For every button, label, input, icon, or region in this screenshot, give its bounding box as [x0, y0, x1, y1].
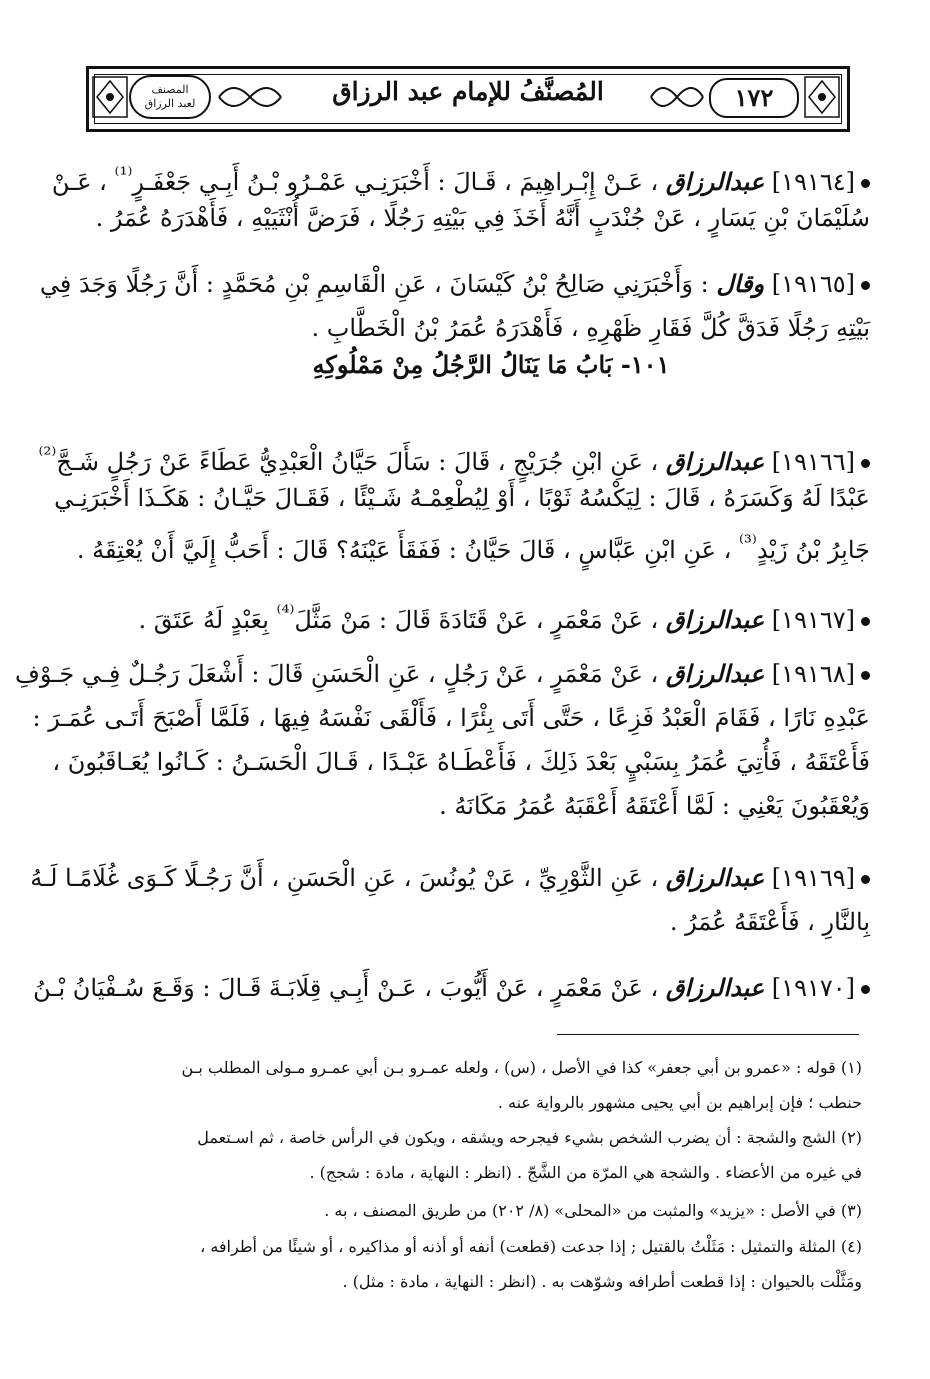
footnote-line: (١) قوله : «عمرو بن أبي جعفر» كذا في الأصل ، (س) ، ولعله عمـرو بـن أبي عمـرو مـولى المطلب بـن — [181, 1058, 862, 1077]
footnote-ref: ⁽²⁾ — [38, 442, 57, 466]
running-header — [86, 66, 850, 132]
hadith-entry — [30, 856, 870, 944]
entry-number: [١٩١٦٤] — [764, 168, 855, 196]
bullet-icon — [861, 179, 870, 188]
bullet-icon — [861, 459, 870, 468]
text-line — [112, 590, 870, 634]
page-number: ١٧٢ — [709, 78, 799, 118]
hadith-entry — [39, 262, 870, 350]
text-line — [33, 966, 870, 1010]
text-line — [76, 520, 870, 564]
footnote-line: (٣) في الأصل : «يزيد» والمثبت من «المحلى» (٨/ ٢٠٢) من طريق المصنف ، به . — [324, 1201, 862, 1220]
hadith-entry — [15, 652, 870, 828]
footnote-ref: ⁽⁴⁾ — [276, 600, 295, 624]
ornament-left-icon — [91, 75, 129, 119]
entry-number: [١٩١٦٥] — [764, 270, 855, 298]
text-line: بِالنَّارِ ، فَأَعْتَقَهُ عُمَرُ . — [669, 908, 870, 936]
ornament-mid-right-icon — [647, 75, 707, 119]
hadith-entry — [38, 432, 870, 564]
author-seal — [129, 75, 211, 119]
footnote-line: ومَثَّلْت بالحيوان : إذا قطعت أطرافه وشوّهت به . (انظر : النهاية ، مادة : مثل) . — [342, 1272, 862, 1291]
text-line: فَأَعْتَقَهُ ، فَأُتِيَ عُمَرُ بِسَبْيٍ بَعْدَ ذَلِكَ ، فَأَعْطَـاهُ عَبْـدًا ، قَـالَ الْحَسَـنُ : كَـانُوا يُعَـاقَبُونَ ، — [52, 748, 870, 776]
text-segment: ، عَنْ مَعْمَرٍ ، عَنْ أَيُّوبَ ، عَـنْ أَبِـي قِلَابَـةَ قَـالَ : وَقَـعَ سُـفْيَانُ بْـنُ — [33, 974, 666, 1002]
footnote-ref: ⁽¹⁾ — [114, 162, 133, 186]
entry-number: [١٩١٦٧] — [764, 606, 855, 634]
text-segment: بِعَبْدٍ لَهُ عَتَقَ . — [138, 606, 277, 634]
bullet-icon — [861, 671, 870, 680]
footnote-line: حنطب ؛ فإن إبراهيم بن أبي يحيى مشهور بالرواية عنه . — [497, 1093, 862, 1112]
hadith-entry — [51, 152, 870, 240]
bullet-icon — [861, 617, 870, 626]
bullet-icon — [861, 985, 870, 994]
text-line: عَبْدِهِ نَارًا ، فَقَامَ الْعَبْدُ فَزِعًا ، حَتَّى أَتَى بِئْرًا ، فَأَلْقَى نَفْسَهُ فِيهَا ، فَلَمَّا أَصْبَحَ أَتَـى عُمَـرَ : — [32, 704, 870, 732]
text-segment: ، عَنْ مَعْمَرٍ ، عَنْ قَتَادَةَ قَالَ : مَنْ مَثَّلَ — [294, 606, 666, 634]
text-line — [15, 652, 870, 696]
bullet-icon — [861, 281, 870, 290]
text-segment: ، عَنِ ابْنِ جُرَيْجٍ ، قَالَ : سَأَلَ حَيَّانُ الْعَبْدِيُّ عَطَاءً عَنْ رَجُلٍ شَـجَّ — [56, 448, 666, 476]
entry-number: [١٩١٦٦] — [764, 448, 855, 476]
text-segment: ، عَـنْ — [51, 168, 115, 196]
footnote-line: (٢) الشج والشجة : أن يضرب الشخص بشيء فيجرحه ويشقه ، ويكون في الرأس خاصة ، ثم اسـتعمل — [197, 1128, 862, 1147]
author-name: عبدالرزاق — [665, 973, 765, 1002]
author-name: وقال — [716, 269, 765, 298]
text-segment: ، عَـنْ إِبْـراهِيمَ ، قَـالَ : أَخْبَرَنِـي عَمْـرُو بْـنُ أَبِـي جَعْفَـرٍ — [132, 168, 666, 196]
seal-line-2: لعبد الرزاق — [144, 97, 196, 110]
author-name: عبدالرزاق — [665, 605, 765, 634]
text-line: بَيْتِهِ رَجُلًا فَدَقَّ كُلَّ فَقَارِ ظَهْرِهِ ، فَأَهْدَرَهُ عُمَرُ بْنُ الْخَطَّابِ . — [311, 314, 870, 342]
entry-number: [١٩١٦٨] — [764, 660, 855, 688]
text-line: عَبْدًا لَهُ وَكَسَرَهُ ، قَالَ : لِيَكْسُهُ ثَوْبًا ، أَوْ لِيُطْعِمْـهُ شَـيْئًا ، فَقَـالَ حَيَّـانُ : هَكَـذَا أَخْبَرَنِـي — [54, 484, 870, 512]
footnote-separator — [557, 1034, 859, 1035]
footnote-line: في غيره من الأعضاء . والشجة هي المرّة من الشَّجّ . (انظر : النهاية ، مادة : شجج) . — [309, 1163, 862, 1182]
text-segment: جَابِرُ بْنُ زَيْدٍ — [756, 536, 870, 564]
book-title: المُصنَّفُ للإمام عبد الرزاق — [332, 77, 604, 106]
ornament-mid-left-icon — [215, 75, 285, 119]
chapter-heading: ١٠١- بَابُ مَا يَنَالُ الرَّجُلُ مِنْ مَمْلُوكِهِ — [312, 350, 670, 379]
ornament-right-icon — [803, 75, 841, 119]
text-line — [38, 432, 870, 476]
bullet-icon — [861, 875, 870, 884]
text-line — [39, 262, 870, 306]
text-line: وَيُعْقَبُونَ يَعْنِي : لَمَّا أَعْتَقَهُ أَعْقَبَهُ عُمَرُ مَكَانَهُ . — [439, 792, 870, 820]
text-segment: ، عَنِ الثَّوْرِيِّ ، عَنْ يُونُسَ ، عَنِ الْحَسَنِ ، أَنَّ رَجُـلًا كَـوَى غُلَامًـا لَـهُ — [30, 864, 666, 892]
text-segment: ، عَنْ مَعْمَرٍ ، عَنْ رَجُلٍ ، عَنِ الْحَسَنِ قَالَ : أَشْعَلَ رَجُـلٌ فِـي جَـوْفِ — [15, 660, 666, 688]
footnote-line: (٤) المثلة والتمثيل : مَثَلْتُ بالقتيل ; إذا جدعت (قطعت) أنفه أو أذنه أو مذاكيره ، أو شيئًا من أطرافه ، — [200, 1237, 862, 1256]
entry-number: [١٩١٧٠] — [764, 974, 855, 1002]
entry-number: [١٩١٦٩] — [764, 864, 855, 892]
author-name: عبدالرزاق — [665, 659, 765, 688]
text-line: سُلَيْمَانَ بْنِ يَسَارٍ ، عَنْ جُنْدَبٍ أَنَّهُ أَخَذَ فِي بَيْتِهِ رَجُلًا ، فَرَضَّ أُنْثَيَيْهِ ، فَأَهْدَرَهُ عُمَرُ . — [95, 204, 870, 232]
hadith-entry — [33, 966, 870, 1010]
footnote-ref: ⁽³⁾ — [738, 530, 757, 554]
text-segment: : وَأَخْبَرَنِي صَالِحُ بْنُ كَيْسَانَ ، عَنِ الْقَاسِمِ بْنِ مُحَمَّدٍ : أَنَّ رَجُلًا وَجَدَ فِي — [39, 270, 717, 298]
author-name: عبدالرزاق — [665, 863, 765, 892]
author-name: عبدالرزاق — [665, 447, 765, 476]
text-line — [30, 856, 870, 900]
author-name: عبدالرزاق — [665, 167, 765, 196]
hadith-entry — [112, 590, 870, 634]
seal-line-1: المصنف — [151, 83, 189, 96]
text-line — [51, 152, 870, 196]
text-segment: ، عَنِ ابْنِ عَبَّاسٍ ، قَالَ حَيَّانُ : فَفَقَأَ عَيْنَهُ؟ قَالَ : أَحَبُّ إِلَيَّ أَنْ يُعْتِقَهُ . — [76, 536, 739, 564]
